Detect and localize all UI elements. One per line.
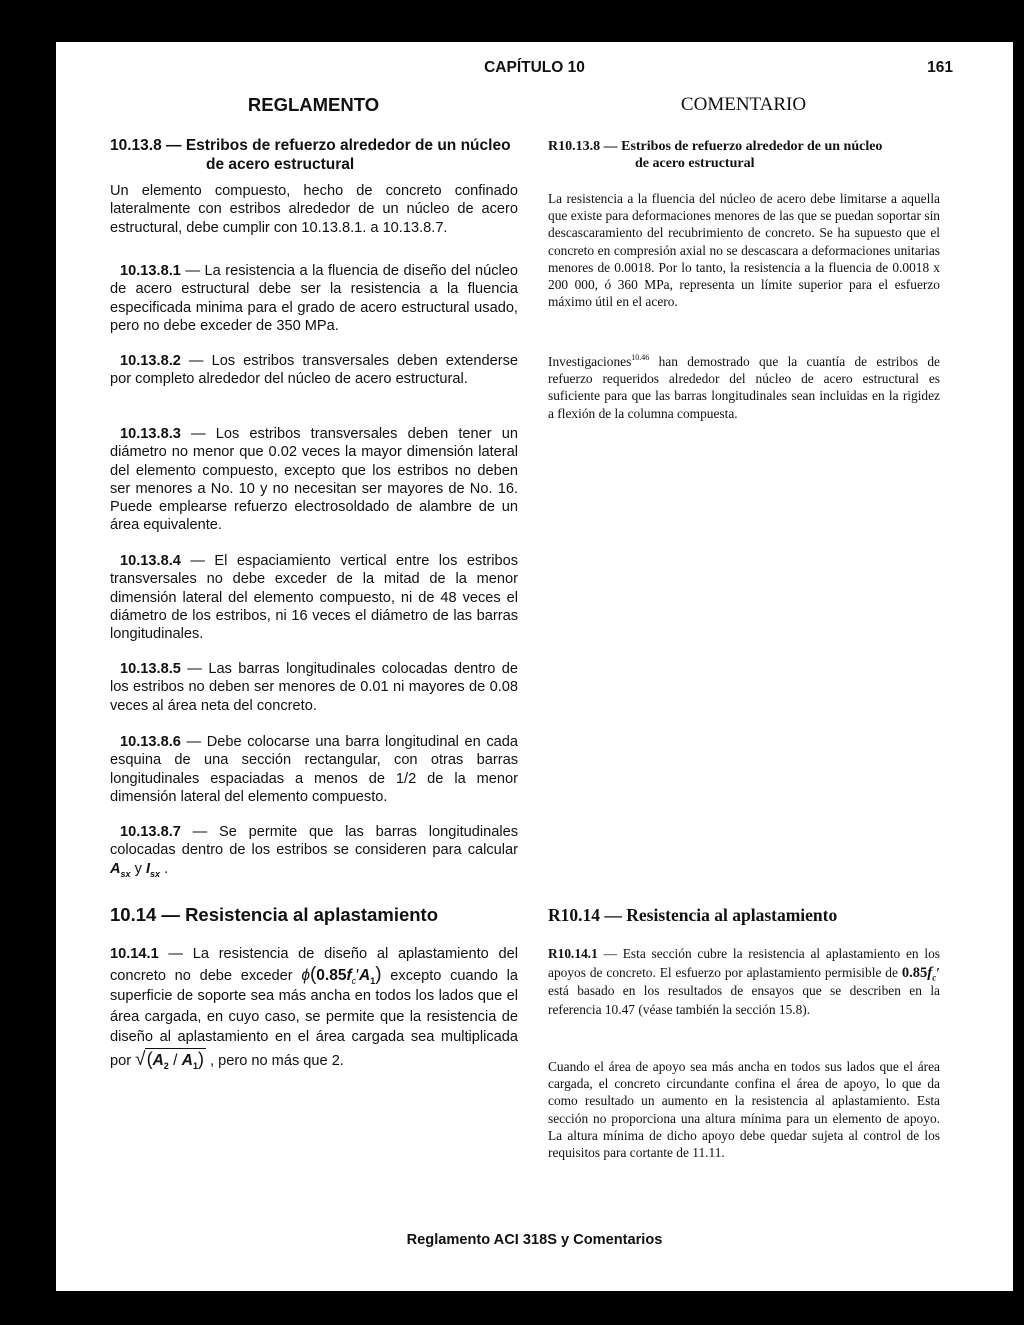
section-title-line2: de acero estructural [635,156,755,171]
clause-10-13-8-1 [110,262,518,335]
clause-text: — Los estribos transversales deben extenderse por completo alrededor del núcleo de acero estructural. [110,353,518,388]
section-title-line1: 10.13.8 — Estribos de refuerzo alrededor de un núcleo [110,137,511,154]
commentary-r10-13-8-para2 [548,353,940,422]
commentary-r10-13-8-title [548,138,940,172]
clause-10-13-8-2 [110,352,518,389]
conjunction: y [130,860,146,877]
A2-symbol: A [152,1051,164,1069]
clause-number: 10.13.8.1 [120,263,181,279]
clause-text: — Debe colocarse una barra longitudinal en cada esquina de una sección rectangular, con otras barras longitudinales espaciadas a menos de 1/2 de la menor dimensión lateral del elemento compuesto. [110,734,518,805]
symbol-I-subscript: sx [150,868,161,879]
paren-close: ) [197,1048,204,1069]
section-10-14-title: 10.14 — Resistencia al aplastamiento [110,904,439,925]
f-subscript: c [932,972,937,983]
A2-subscript: 2 [163,1060,169,1071]
formula-coefficient: 0.85 [901,964,928,981]
A1-symbol: A [181,1051,193,1069]
commentary-r10-14-1 [548,945,940,1019]
clause-10-13-8-3 [110,425,518,535]
clause-10-14-1 [110,944,518,1071]
A-subscript: 1 [370,975,376,986]
slash: / [168,1051,182,1069]
section-10-13-8-title [110,136,518,174]
phi-symbol: ϕ [301,966,310,984]
A1-subscript: 1 [192,1060,198,1071]
formula-sqrt-ratio [135,1048,206,1071]
paren-open: ( [309,963,317,985]
coefficient: 0.85 [316,966,347,984]
clause-number: R10.14.1 [548,946,598,961]
clause-10-13-8-4 [110,552,518,643]
comentario-column-title: COMENTARIO [680,94,807,115]
prime: ′ [356,966,360,984]
clause-text-b: está basado en los resultados de ensayos que se describen en la referencia 10.47 (véase también la sección 15.8). [548,983,940,1017]
clause-10-13-8-5 [110,660,518,715]
sqrt-symbol: √ [135,1048,146,1070]
clause-number: 10.14.1 [110,946,159,962]
document-page [56,42,1013,1291]
symbol-I: I [145,860,151,877]
commentary-r10-13-8-para1: La resistencia a la fluencia del núcleo de acero debe limitarse a aquella que existe para deformaciones menores de las que se puedan soportar sin descascaramiento del recubrimiento de concreto. Se ha supuesto que el concreto en compresión axial no se descascara a deformaciones unitarias menores de 0.0018. Por lo tanto, la resistencia a la fluencia de 0.0018 x 200 000, ó 360 MPa, representa un límite superior para el esfuerzo máximo útil en el acero. [548,191,940,310]
section-title-line2: de acero estructural [206,156,355,173]
section-10-13-8-body: Un elemento compuesto, hecho de concreto confinado lateralmente con estribos alrededor de un núcleo de acero estructural, debe cumplir con 10.13.8.1. a 10.13.8.7. [110,183,518,236]
paren-open: ( [146,1048,153,1069]
clause-text-c: , pero no más que 2. [205,1052,344,1069]
f-symbol: f [927,964,933,981]
reference-superscript: 10.46 [631,353,650,362]
clause-number: 10.13.8.5 [120,661,181,677]
prime: ′ [936,964,940,980]
clause-number: 10.13.8.3 [120,426,181,442]
clause-10-13-8-7 [110,823,518,878]
para-rest: han demostrado que la cuantía de estribos de refuerzo requeridos alrededor del núcleo de acero estructural es suficiente para que las barras longitudinales sean incluidas en la rigidez a flexión de la columna compuesta. [548,354,940,421]
clause-text: — Los estribos transversales deben tener un diámetro no menor que 0.02 veces la mayor dimensión lateral del elemento compuesto, excepto que los estribos no deben ser menores a No. 10 y no necesitan ser mayores de No. 16. Puede emplearse refuerzo electrosoldado de alambre de un área equivalente. [110,426,518,534]
symbol-A: A [110,860,121,877]
reglamento-column-title: REGLAMENTO [247,94,380,115]
section-title-line1: R10.13.8 — Estribos de refuerzo alrededor de un núcleo [548,139,883,154]
commentary-r10-14-title: R10.14 — Resistencia al aplastamiento [548,905,838,925]
clause-text: — Se permite que las barras longitudinales colocadas dentro de los estribos se consideren para calcular [110,824,518,859]
clause-end: . [160,860,169,877]
clause-number: 10.13.8.4 [120,553,181,569]
clause-text-a: — Esta sección cubre la resistencia al aplastamiento en los apoyos de concreto. El esfuerzo por aplastamiento permisible de [548,946,940,980]
page-footer: Reglamento ACI 318S y Comentarios [406,1232,663,1248]
chapter-header: CAPÍTULO 10 [484,59,585,76]
page-number: 161 [927,59,953,76]
clause-text-a: — La resistencia de diseño al aplastamiento del concreto no debe exceder [110,946,518,984]
clause-number: 10.13.8.2 [120,353,181,369]
formula-bearing-strength [301,963,382,986]
A-symbol: A [359,966,371,984]
para-start: Investigaciones [548,354,632,369]
clause-10-13-8-6 [110,733,518,806]
sqrt-content [145,1048,206,1072]
f-subscript: c [351,975,357,986]
f-symbol: f [346,966,352,984]
symbol-A-subscript: sx [120,868,131,879]
paren-close: ) [375,963,382,985]
clause-text: — El espaciamiento vertical entre los estribos transversales no debe exceder de la mitad de la menor dimensión lateral del elemento compuesto, ni de 48 veces el diámetro de los estribos, ni 16 veces el diámetro de las barras longitudinales. [110,553,518,643]
clause-text-b: excepto cuando la superficie de soporte sea más ancha en todos los lados que el área cargada, en cuyo caso, se permite que la resistencia de diseño al aplastamiento en el área cargada sea multiplicada por [110,967,519,1069]
clause-text: — La resistencia a la fluencia de diseño del núcleo de acero estructural debe ser la resistencia a la fluencia especificada minima para el grado de acero estructural usado, pero no debe exceder de 350 MPa. [110,263,518,334]
clause-number: 10.13.8.7 [120,824,181,840]
clause-text: — Las barras longitudinales colocadas dentro de los estribos no deben ser menores de 0.01 ni mayores de 0.08 veces al área neta del concreto. [110,661,518,714]
clause-number: 10.13.8.6 [120,734,181,750]
commentary-r10-14-para2: Cuando el área de apoyo sea más ancha en todos sus lados que el área cargada, el concreto circundante confina el área de apoyo, lo que da como resultado un aumento en la resistencia al aplastamiento. Esta sección no proporciona una altura mínima para un elemento de apoyo. La altura mínima de dicho apoyo debe quedar sujeta al control de los requisitos para cortante de 11.11. [548,1059,940,1161]
